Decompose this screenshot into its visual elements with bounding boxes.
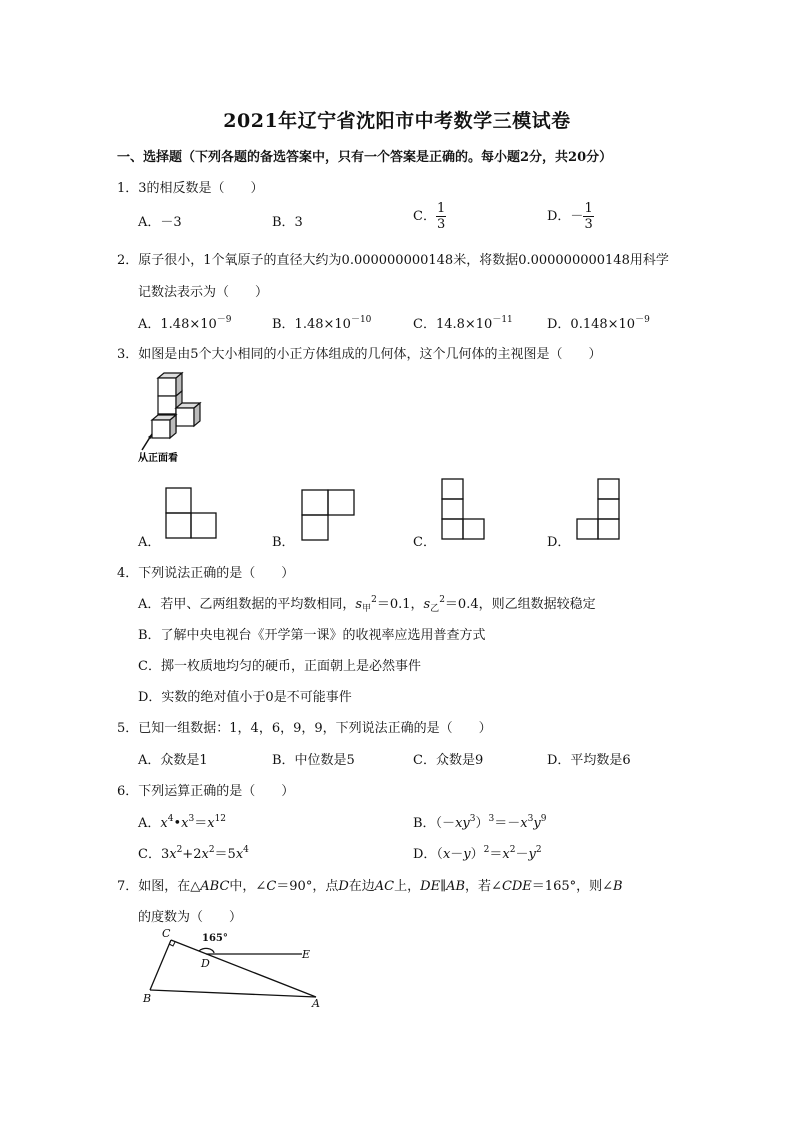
option-label: D．－ [547,209,584,224]
point-a-label: A [312,997,320,1010]
question-1-option-a: A．－3 [138,215,182,230]
question-1-option-b: B．3 [272,215,303,230]
question-2-option-b: B．$1.48\times 10^{-10}$ [272,315,372,332]
question-1-option-c [413,202,446,231]
option-label: C． [413,209,436,224]
question-2-option-a: A．$1.48\times 10^{-9}$ [138,315,232,332]
point-e-label: E [302,948,311,961]
side-ba [150,990,316,997]
angle-165-label: 165° [202,933,228,944]
question-4-option-b: B．了解中央电视台《开学第一课》的收视率应选用普查方式 [138,628,486,643]
question-4-option-a: A．若甲、乙两组数据的平均数相同，$s_甲^2=0.1$，$s_乙^2=0.4$，则乙组数据较稳定 [138,595,596,614]
point-c-label: C [162,927,171,940]
question-3-stem: 3．如图是由5个大小相同的小正方体组成的几何体，这个几何体的主视图是（ ） [117,347,602,362]
section-heading: 一、选择题（下列各题的备选答案中，只有一个答案是正确的。每小题2分，共20分） [117,150,613,165]
side-cb [150,940,171,990]
question-3-option-a-label: A． [138,535,161,550]
question-5-stem: 5．已知一组数据：1，4，6，9，9，下列说法正确的是（ ） [117,721,492,736]
question-3-option-d-label: D． [547,535,571,550]
question-3-option-b-figure [301,489,357,541]
side-ca [171,940,316,997]
triangle-figure [140,925,340,1010]
fraction: $\frac{1}{3}$ [436,201,446,232]
question-1-option-d [547,202,594,231]
question-3-option-b-label: B． [272,535,295,550]
question-6-stem: 6．下列运算正确的是（ ） [117,784,295,799]
question-6-option-a: A．$x^4•x^3=x^{12}$ [138,814,227,831]
question-5-option-c: C．众数是9 [413,753,484,768]
question-2-option-d: D．$0.148\times 10^{-9}$ [547,315,650,332]
question-3-option-c-label: C． [413,535,436,550]
question-6-option-c: C．$3x^2+2x^2=5x^4$ [138,845,249,862]
question-2-stem-line-2: 记数法表示为（ ） [138,285,269,300]
question-6-option-b: B．$(-xy^3)^3=-x^3y^9$ [413,814,547,831]
question-4-stem: 4．下列说法正确的是（ ） [117,566,295,581]
question-5-option-a: A．众数是1 [138,753,208,768]
question-5-option-d: D．平均数是6 [547,753,631,768]
question-2-stem-line-1: 2．原子很小，1个氧原子的直径大约为0.000000000148米，将数据0.000000000148用科学 [117,253,669,268]
question-4-option-d: D．实数的绝对值小于0是不可能事件 [138,690,352,705]
question-3-option-c-figure [441,478,487,540]
fraction: $\frac{1}{3}$ [584,201,593,232]
question-5-option-b: B．中位数是5 [272,753,355,768]
front-view-label: 从正面看 [138,453,178,464]
question-7-stem-line-1: 7．如图，在△ABC中，∠C＝90°，点D在边AC上，DE∥AB，若∠CDE＝165°，则∠B [117,879,623,894]
point-d-label: D [201,957,210,970]
question-2-option-c: C．$14.8\times 10^{-11}$ [413,315,513,332]
question-3-option-a-figure [165,487,217,541]
cube-solid-figure [138,372,208,464]
point-b-label: B [143,992,152,1005]
question-6-option-d: D．$(x-y)^2=x^2-y^2$ [413,845,542,862]
question-4-option-c: C．掷一枚质地均匀的硬币，正面朝上是必然事件 [138,659,421,674]
question-7-stem-line-2: 的度数为（ ） [138,910,243,925]
page-title: 2021年辽宁省沈阳市中考数学三模试卷 [223,110,571,132]
question-1-stem: 1．3的相反数是（ ） [117,181,264,196]
question-3-option-d-figure [576,478,622,540]
